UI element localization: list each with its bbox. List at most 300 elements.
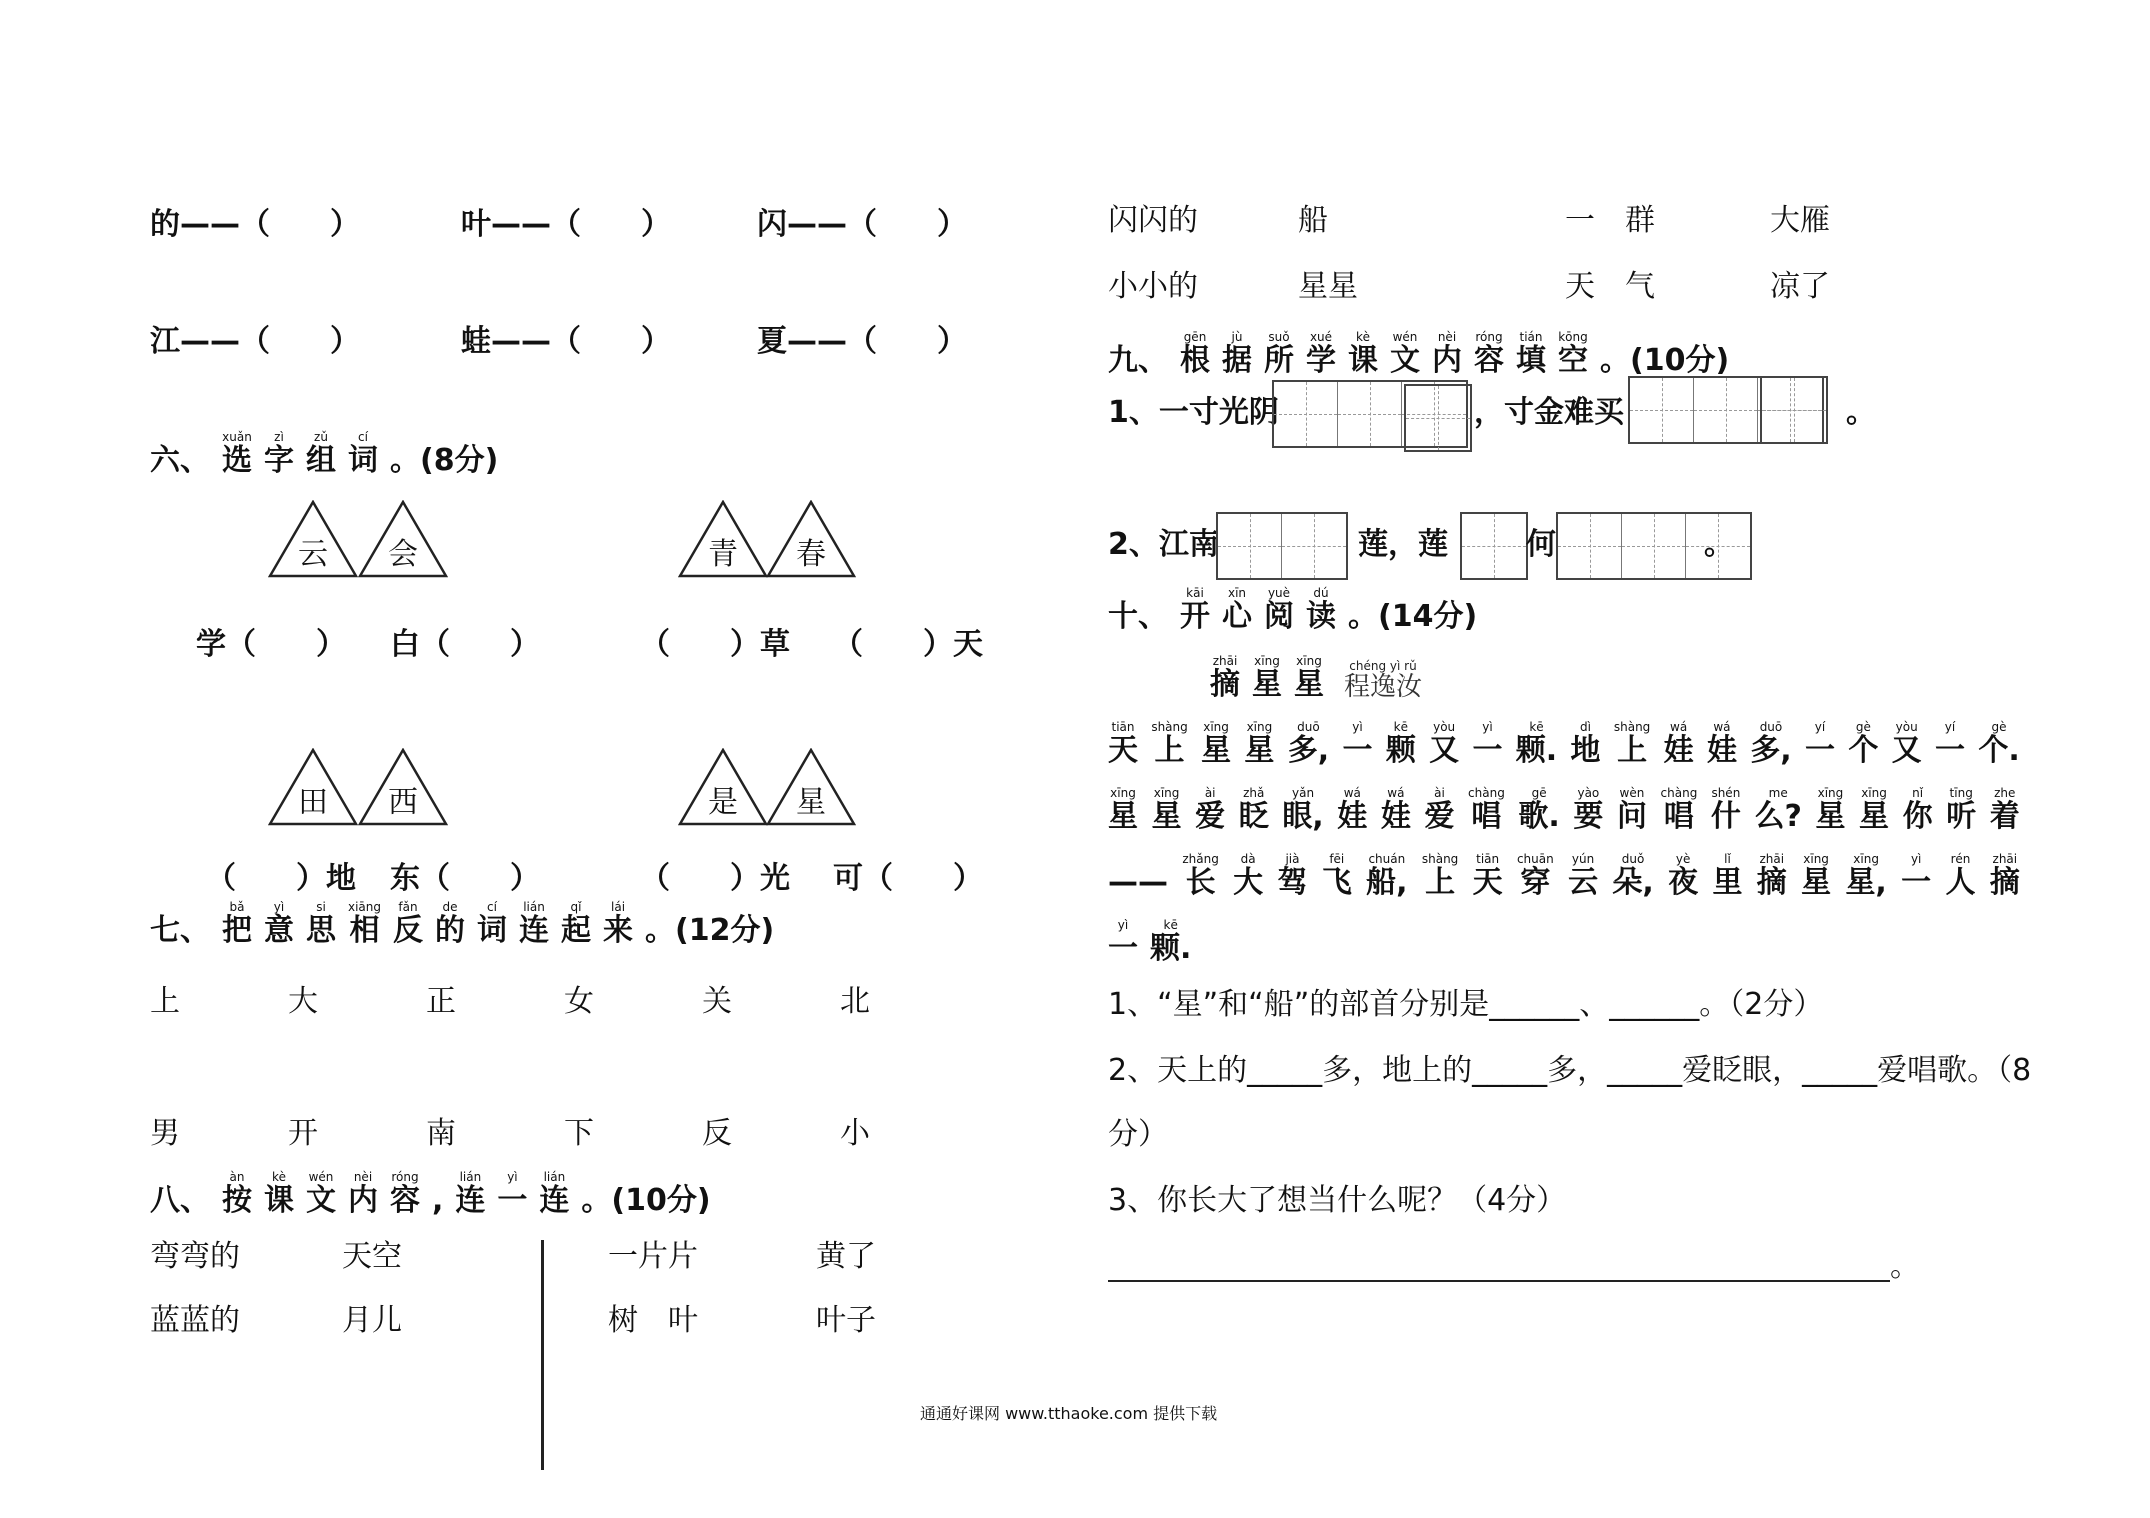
hanzi: 开 bbox=[1180, 599, 1210, 634]
sec9-q2-a: 2、江南 bbox=[1108, 527, 1219, 562]
hanzi: 内 bbox=[348, 1183, 378, 1218]
poem-char bbox=[1946, 852, 1976, 900]
pinyin: yào bbox=[1577, 786, 1600, 800]
pinyin: zhāi bbox=[1212, 654, 1238, 668]
fill-row2-item1: （ ）地 bbox=[206, 861, 356, 896]
poem-char bbox=[1946, 786, 1976, 834]
sec8-title bbox=[150, 1170, 723, 1218]
pinyin: xīng bbox=[1853, 852, 1879, 866]
sec9-q2-b: 莲，莲 bbox=[1358, 527, 1448, 562]
pinyin: wá bbox=[1713, 720, 1731, 734]
pinyin: xīng bbox=[1296, 654, 1322, 668]
sec8-right-col1-item3: 一 群 bbox=[1565, 203, 1655, 238]
poem-char bbox=[1422, 852, 1458, 900]
pinyin: róng bbox=[391, 1170, 419, 1184]
sec8-right-col1-item2: 树 叶 bbox=[608, 1303, 698, 1338]
poem-char bbox=[1848, 720, 1878, 768]
poem-char bbox=[1244, 720, 1274, 768]
sec9-q1-end: 。 bbox=[1846, 395, 1876, 430]
pinyin: xuǎn bbox=[222, 430, 252, 444]
sec6-title bbox=[150, 430, 510, 478]
pinyin: wén bbox=[308, 1170, 334, 1184]
pinyin: nǐ bbox=[1912, 786, 1924, 800]
pinyin: gē bbox=[1531, 786, 1547, 800]
sec5-row2-item2: 蛙——（ ） bbox=[461, 324, 671, 359]
title-char bbox=[1600, 330, 1729, 378]
triangle-char: 云 bbox=[298, 537, 328, 572]
pinyin: tián bbox=[1519, 330, 1543, 344]
hanzi: 大 bbox=[1233, 865, 1264, 900]
pinyin: yún bbox=[1571, 852, 1595, 866]
poem-char bbox=[1517, 852, 1554, 900]
fill-row1-item3: （ ）草 bbox=[640, 627, 790, 662]
hanzi: 爱 bbox=[1424, 799, 1455, 834]
poem-char bbox=[1617, 786, 1647, 834]
match-word-top[interactable]: 正 bbox=[426, 984, 456, 1019]
title-char bbox=[390, 430, 498, 478]
sec8-left-col1-item3: 闪闪的 bbox=[1108, 203, 1198, 238]
hanzi: 填 bbox=[1516, 343, 1546, 378]
sec5-row1-item3: 闪——（ ） bbox=[757, 207, 967, 242]
pinyin bbox=[645, 900, 774, 914]
hanzi: 课 bbox=[1348, 343, 1378, 378]
hanzi: 娃 bbox=[1663, 733, 1694, 768]
hanzi: 多, bbox=[1750, 733, 1792, 768]
pinyin: si bbox=[316, 900, 326, 914]
poem-char bbox=[1386, 720, 1416, 768]
hanzi: 船, bbox=[1366, 865, 1408, 900]
title-char bbox=[539, 1170, 569, 1218]
hanzi: 一 bbox=[1342, 733, 1373, 768]
match-word-bottom[interactable]: 反 bbox=[702, 1116, 732, 1151]
hanzi: 。(8分) bbox=[390, 443, 499, 478]
pinyin bbox=[581, 1170, 710, 1184]
hanzi: 。(10分) bbox=[1600, 343, 1730, 378]
pinyin bbox=[1108, 330, 1168, 344]
pinyin: duō bbox=[1759, 720, 1783, 734]
title-char bbox=[581, 1170, 710, 1218]
pinyin: xīng bbox=[1203, 720, 1229, 734]
hanzi: 天 bbox=[1108, 733, 1138, 768]
pinyin: nèi bbox=[353, 1170, 373, 1184]
poem-char bbox=[1233, 852, 1263, 900]
pinyin bbox=[432, 1170, 443, 1184]
pinyin: rén bbox=[1950, 852, 1971, 866]
poem-char bbox=[1429, 720, 1459, 768]
fill-row2-item3: （ ）光 bbox=[640, 861, 790, 896]
pinyin: yì bbox=[507, 1170, 518, 1184]
hanzi: 根 bbox=[1180, 343, 1210, 378]
pinyin bbox=[150, 900, 210, 914]
hanzi: 唱 bbox=[1471, 799, 1502, 834]
sec8-left-col2-item1: 天空 bbox=[342, 1239, 402, 1274]
hanzi: 星 bbox=[1252, 667, 1282, 702]
hanzi: 心 bbox=[1222, 599, 1252, 634]
pinyin: dà bbox=[1240, 852, 1256, 866]
hanzi: 又 bbox=[1891, 733, 1922, 768]
pinyin: xīn bbox=[1227, 586, 1247, 600]
pinyin: xīng bbox=[1803, 852, 1829, 866]
triangle-char: 会 bbox=[388, 537, 418, 572]
pinyin: duō bbox=[1297, 720, 1320, 734]
pinyin: chuán bbox=[1368, 852, 1406, 866]
sec10-q3: 3、你长大了想当什么呢？（4分） bbox=[1108, 1183, 1567, 1218]
pinyin: yí bbox=[1944, 720, 1956, 734]
poem-title-char bbox=[1210, 654, 1240, 702]
hanzi: 一 bbox=[1108, 931, 1138, 966]
hanzi: 歌. bbox=[1518, 799, 1560, 834]
pinyin bbox=[1600, 330, 1729, 344]
hanzi: 要 bbox=[1573, 799, 1604, 834]
answer-grid-2[interactable] bbox=[1216, 512, 1348, 580]
poem-char bbox=[1711, 786, 1741, 834]
sec8-left-col2-item4: 星星 bbox=[1298, 269, 1358, 304]
hanzi: 一 bbox=[1472, 733, 1503, 768]
poem-char bbox=[1707, 720, 1737, 768]
pinyin bbox=[150, 430, 210, 444]
title-char bbox=[306, 1170, 336, 1218]
hanzi: 朵, bbox=[1612, 865, 1654, 900]
sec10-q2-cont: 分） bbox=[1108, 1117, 1168, 1152]
poem-char bbox=[1757, 852, 1787, 900]
triangle-chun bbox=[766, 500, 856, 578]
pinyin: yè bbox=[1675, 852, 1691, 866]
pinyin: wén bbox=[1392, 330, 1418, 344]
title-char bbox=[348, 1170, 378, 1218]
hanzi: 上 bbox=[1425, 865, 1456, 900]
poem-char bbox=[1978, 720, 2019, 768]
pinyin: zì bbox=[274, 430, 284, 444]
sec5-row2-item3: 夏——（ ） bbox=[757, 324, 967, 359]
triangle-char: 是 bbox=[708, 785, 738, 820]
poem-char bbox=[1845, 852, 1886, 900]
pinyin: shàng bbox=[1151, 720, 1188, 734]
poem-char bbox=[1892, 720, 1922, 768]
sec8-right-col2-item1: 黄了 bbox=[816, 1239, 876, 1274]
title-char bbox=[519, 900, 549, 948]
match-word-top[interactable]: 关 bbox=[702, 984, 732, 1019]
hanzi: 什 bbox=[1710, 799, 1741, 834]
poem-line-4 bbox=[1108, 918, 1203, 966]
pinyin: wá bbox=[1387, 786, 1405, 800]
fill-row2-item2: 东（ ） bbox=[390, 861, 540, 896]
title-char bbox=[1390, 330, 1420, 378]
pinyin: gè bbox=[1855, 720, 1871, 734]
poem-char bbox=[1518, 786, 1559, 834]
title-char bbox=[1222, 330, 1252, 378]
fill-row1-item4: （ ）天 bbox=[833, 627, 983, 662]
hanzi: 阅 bbox=[1264, 599, 1294, 634]
title-char bbox=[497, 1170, 527, 1218]
title-char bbox=[306, 900, 336, 948]
answer-grid-1[interactable] bbox=[1760, 376, 1828, 444]
poem-char bbox=[1801, 852, 1831, 900]
hanzi: 穿 bbox=[1520, 865, 1551, 900]
pinyin: shàng bbox=[1421, 852, 1459, 866]
hanzi: 字 bbox=[264, 443, 294, 478]
triangle-hui bbox=[358, 500, 448, 578]
hanzi: 意 bbox=[264, 913, 294, 948]
title-char bbox=[1222, 586, 1252, 634]
pinyin: shàng bbox=[1613, 720, 1651, 734]
hanzi: 星 bbox=[1151, 799, 1182, 834]
poem-char bbox=[1195, 786, 1225, 834]
pinyin bbox=[1108, 586, 1168, 600]
pinyin: yì bbox=[1482, 720, 1493, 734]
poem-char bbox=[1472, 720, 1502, 768]
hanzi: 长 bbox=[1185, 865, 1216, 900]
poem-line-3 bbox=[1108, 852, 2020, 900]
pinyin: zǔ bbox=[314, 430, 328, 444]
pinyin: wèn bbox=[1619, 786, 1645, 800]
pinyin: cí bbox=[358, 430, 368, 444]
poem-char bbox=[1815, 786, 1845, 834]
hanzi: 组 bbox=[306, 443, 336, 478]
title-char bbox=[150, 900, 210, 948]
poem-char bbox=[1342, 720, 1372, 768]
fill-row2-item4: 可（ ） bbox=[833, 861, 983, 896]
sec7-title bbox=[150, 900, 786, 948]
fill-row1-item2: 白（ ） bbox=[390, 627, 540, 662]
match-word-top[interactable]: 北 bbox=[840, 984, 870, 1019]
poem-char bbox=[1612, 852, 1653, 900]
title-char bbox=[348, 900, 381, 948]
pinyin: tīng bbox=[1949, 786, 1973, 800]
hanzi: 驾 bbox=[1277, 865, 1308, 900]
answer-line[interactable] bbox=[1108, 1280, 1890, 1282]
title-char bbox=[264, 430, 294, 478]
poem-author-name: 程逸汝 bbox=[1344, 672, 1423, 702]
title-char bbox=[432, 1170, 443, 1218]
hanzi: 星 bbox=[1244, 733, 1275, 768]
pinyin: dú bbox=[1313, 586, 1329, 600]
pinyin: kè bbox=[272, 1170, 286, 1184]
hanzi: 云 bbox=[1568, 865, 1599, 900]
pinyin: duǒ bbox=[1621, 852, 1645, 866]
pinyin: xīng bbox=[1861, 786, 1887, 800]
hanzi: 。(12分) bbox=[645, 913, 775, 948]
pinyin: lǐ bbox=[1724, 852, 1731, 866]
match-word-top[interactable]: 大 bbox=[288, 984, 318, 1019]
hanzi: 摘 bbox=[1989, 865, 2020, 900]
match-word-bottom[interactable]: 下 bbox=[564, 1116, 594, 1151]
pinyin: zhǎ bbox=[1243, 786, 1265, 800]
pinyin: xīng bbox=[1254, 654, 1280, 668]
sec8-right-col2-item2: 叶子 bbox=[816, 1303, 876, 1338]
match-word-top[interactable]: 上 bbox=[150, 984, 180, 1019]
hanzi: 里 bbox=[1712, 865, 1743, 900]
pinyin: gēn bbox=[1183, 330, 1207, 344]
pinyin: zhāi bbox=[1759, 852, 1785, 866]
hanzi: 多, bbox=[1287, 733, 1330, 768]
poem-char bbox=[1322, 852, 1352, 900]
triangle-qing bbox=[678, 500, 768, 578]
triangle-char: 西 bbox=[388, 785, 418, 820]
title-char bbox=[455, 1170, 485, 1218]
triangle-xi bbox=[358, 748, 448, 826]
hanzi: 八、 bbox=[150, 1183, 210, 1218]
hanzi: 眼, bbox=[1282, 799, 1324, 834]
poem-char bbox=[1201, 720, 1231, 768]
triangle-char: 星 bbox=[796, 785, 826, 820]
pinyin: róng bbox=[1475, 330, 1503, 344]
poem-line-2 bbox=[1108, 786, 2020, 834]
hanzi: 星 bbox=[1815, 799, 1846, 834]
hanzi: 一 bbox=[497, 1183, 528, 1218]
triangle-xing bbox=[766, 748, 856, 826]
pinyin bbox=[150, 1170, 210, 1184]
triangle-tian bbox=[268, 748, 358, 826]
sec7-top-row bbox=[150, 985, 870, 1019]
hanzi: 连 bbox=[539, 1183, 570, 1218]
hanzi: 一 bbox=[1935, 733, 1965, 768]
pinyin: yuè bbox=[1267, 586, 1291, 600]
hanzi: 词 bbox=[477, 913, 508, 948]
sec8-left-col1-item2: 蓝蓝的 bbox=[150, 1303, 240, 1338]
triangle-char: 青 bbox=[708, 537, 738, 572]
sec10-q3-end: 。 bbox=[1890, 1249, 1920, 1284]
hanzi: 文 bbox=[306, 1183, 336, 1218]
hanzi: 问 bbox=[1616, 799, 1647, 834]
hanzi: 文 bbox=[1390, 343, 1420, 378]
answer-grid-1[interactable] bbox=[1460, 512, 1528, 580]
pinyin: kè bbox=[1356, 330, 1370, 344]
answer-grid-1[interactable] bbox=[1404, 384, 1472, 452]
title-char bbox=[264, 900, 294, 948]
pinyin: xiāng bbox=[348, 900, 382, 914]
sec8-left-col1-item4: 小小的 bbox=[1108, 269, 1198, 304]
hanzi: 内 bbox=[1432, 343, 1462, 378]
hanzi: 娃 bbox=[1706, 733, 1737, 768]
poem-char bbox=[1901, 852, 1931, 900]
poem-char bbox=[1381, 786, 1411, 834]
hanzi: 星 bbox=[1801, 865, 1832, 900]
pinyin: yòu bbox=[1895, 720, 1918, 734]
title-char bbox=[393, 900, 423, 948]
hanzi: 地 bbox=[1570, 733, 1601, 768]
pinyin: cí bbox=[487, 900, 497, 914]
title-char bbox=[1108, 330, 1168, 378]
pinyin: yì bbox=[273, 900, 285, 914]
poem-char bbox=[1990, 852, 2020, 900]
triangle-shi bbox=[678, 748, 768, 826]
hanzi: 。(14分) bbox=[1348, 599, 1478, 634]
title-char bbox=[222, 900, 252, 948]
match-word-bottom[interactable]: 开 bbox=[288, 1116, 318, 1151]
hanzi: 颗. bbox=[1515, 733, 1558, 768]
hanzi: 一 bbox=[1805, 733, 1836, 768]
title-char bbox=[150, 430, 210, 478]
pinyin: ài bbox=[1434, 786, 1445, 800]
poem-char bbox=[1661, 786, 1698, 834]
sec5-row2-item1: 江——（ ） bbox=[150, 324, 360, 359]
pinyin: jià bbox=[1285, 852, 1300, 866]
hanzi: 颗. bbox=[1150, 931, 1192, 966]
pinyin: qǐ bbox=[570, 900, 582, 914]
poem-char bbox=[1568, 852, 1598, 900]
hanzi: 九、 bbox=[1108, 343, 1168, 378]
hanzi: 又 bbox=[1429, 733, 1460, 768]
triangle-yun bbox=[268, 500, 358, 578]
sec8-right-col1-item4: 天 气 bbox=[1565, 269, 1655, 304]
poem-char bbox=[1366, 852, 1407, 900]
match-word-bottom[interactable]: 小 bbox=[840, 1116, 870, 1151]
poem-char bbox=[1108, 852, 1168, 900]
hanzi: 上 bbox=[1617, 733, 1648, 768]
hanzi: 摘 bbox=[1210, 667, 1240, 702]
pinyin: jù bbox=[1231, 330, 1243, 344]
pinyin: yí bbox=[1814, 720, 1826, 734]
pinyin: tiān bbox=[1111, 720, 1135, 734]
pinyin: zhāi bbox=[1992, 852, 2018, 866]
title-char bbox=[1348, 586, 1477, 634]
sec9-q1-b: ，寸金难买 bbox=[1474, 395, 1624, 430]
sec8-right-col2-item3: 大雁 bbox=[1770, 203, 1830, 238]
fill-row1-item1: 学（ ） bbox=[196, 627, 346, 662]
pinyin: xīng bbox=[1817, 786, 1844, 800]
pinyin: lián bbox=[523, 900, 545, 914]
title-char bbox=[1264, 586, 1294, 634]
pinyin: gè bbox=[1991, 720, 2007, 734]
hanzi: , bbox=[432, 1183, 444, 1218]
sec10-title bbox=[1108, 586, 1489, 634]
hanzi: 飞 bbox=[1321, 865, 1352, 900]
poem-char bbox=[1150, 918, 1191, 966]
poem-char bbox=[1750, 720, 1791, 768]
hanzi: 容 bbox=[390, 1183, 420, 1218]
hanzi: 星 bbox=[1294, 667, 1324, 702]
match-word-top[interactable]: 女 bbox=[564, 984, 594, 1019]
match-word-bottom[interactable]: 南 bbox=[426, 1116, 456, 1151]
hanzi: 星 bbox=[1859, 799, 1890, 834]
title-char bbox=[645, 900, 774, 948]
hanzi: 来 bbox=[603, 913, 634, 948]
hanzi: 着 bbox=[1989, 799, 2020, 834]
pinyin: bǎ bbox=[229, 900, 245, 914]
hanzi: 把 bbox=[222, 913, 252, 948]
sec7-bottom-row bbox=[150, 1117, 870, 1151]
poem-char bbox=[1424, 786, 1454, 834]
sec9-title bbox=[1108, 330, 1741, 378]
poem-char bbox=[1614, 720, 1650, 768]
pinyin: suǒ bbox=[1268, 330, 1290, 344]
poem-title-char bbox=[1294, 654, 1324, 702]
sec9-q2-c: 何 bbox=[1526, 527, 1556, 562]
title-char bbox=[390, 1170, 420, 1218]
pinyin: yì bbox=[1910, 852, 1922, 866]
hanzi: 起 bbox=[561, 913, 592, 948]
match-word-bottom[interactable]: 男 bbox=[150, 1116, 180, 1151]
title-char bbox=[1474, 330, 1504, 378]
pinyin: lái bbox=[611, 900, 626, 914]
hanzi: 夜 bbox=[1668, 865, 1699, 900]
sec9-q2-end: 。 bbox=[1704, 527, 1734, 562]
poem-char bbox=[1990, 786, 2020, 834]
hanzi: 思 bbox=[306, 913, 336, 948]
title-char bbox=[1108, 586, 1168, 634]
poem-char bbox=[1473, 852, 1503, 900]
hanzi: 选 bbox=[222, 443, 252, 478]
poem-author bbox=[1344, 660, 1422, 702]
poem-char bbox=[1859, 786, 1889, 834]
hanzi: 所 bbox=[1264, 343, 1294, 378]
hanzi: 六、 bbox=[150, 443, 210, 478]
sec5-row1-item1: 的——（ ） bbox=[150, 207, 360, 242]
hanzi: 眨 bbox=[1238, 799, 1269, 834]
title-char bbox=[435, 900, 465, 948]
title-char bbox=[150, 1170, 210, 1218]
hanzi: 据 bbox=[1222, 343, 1252, 378]
